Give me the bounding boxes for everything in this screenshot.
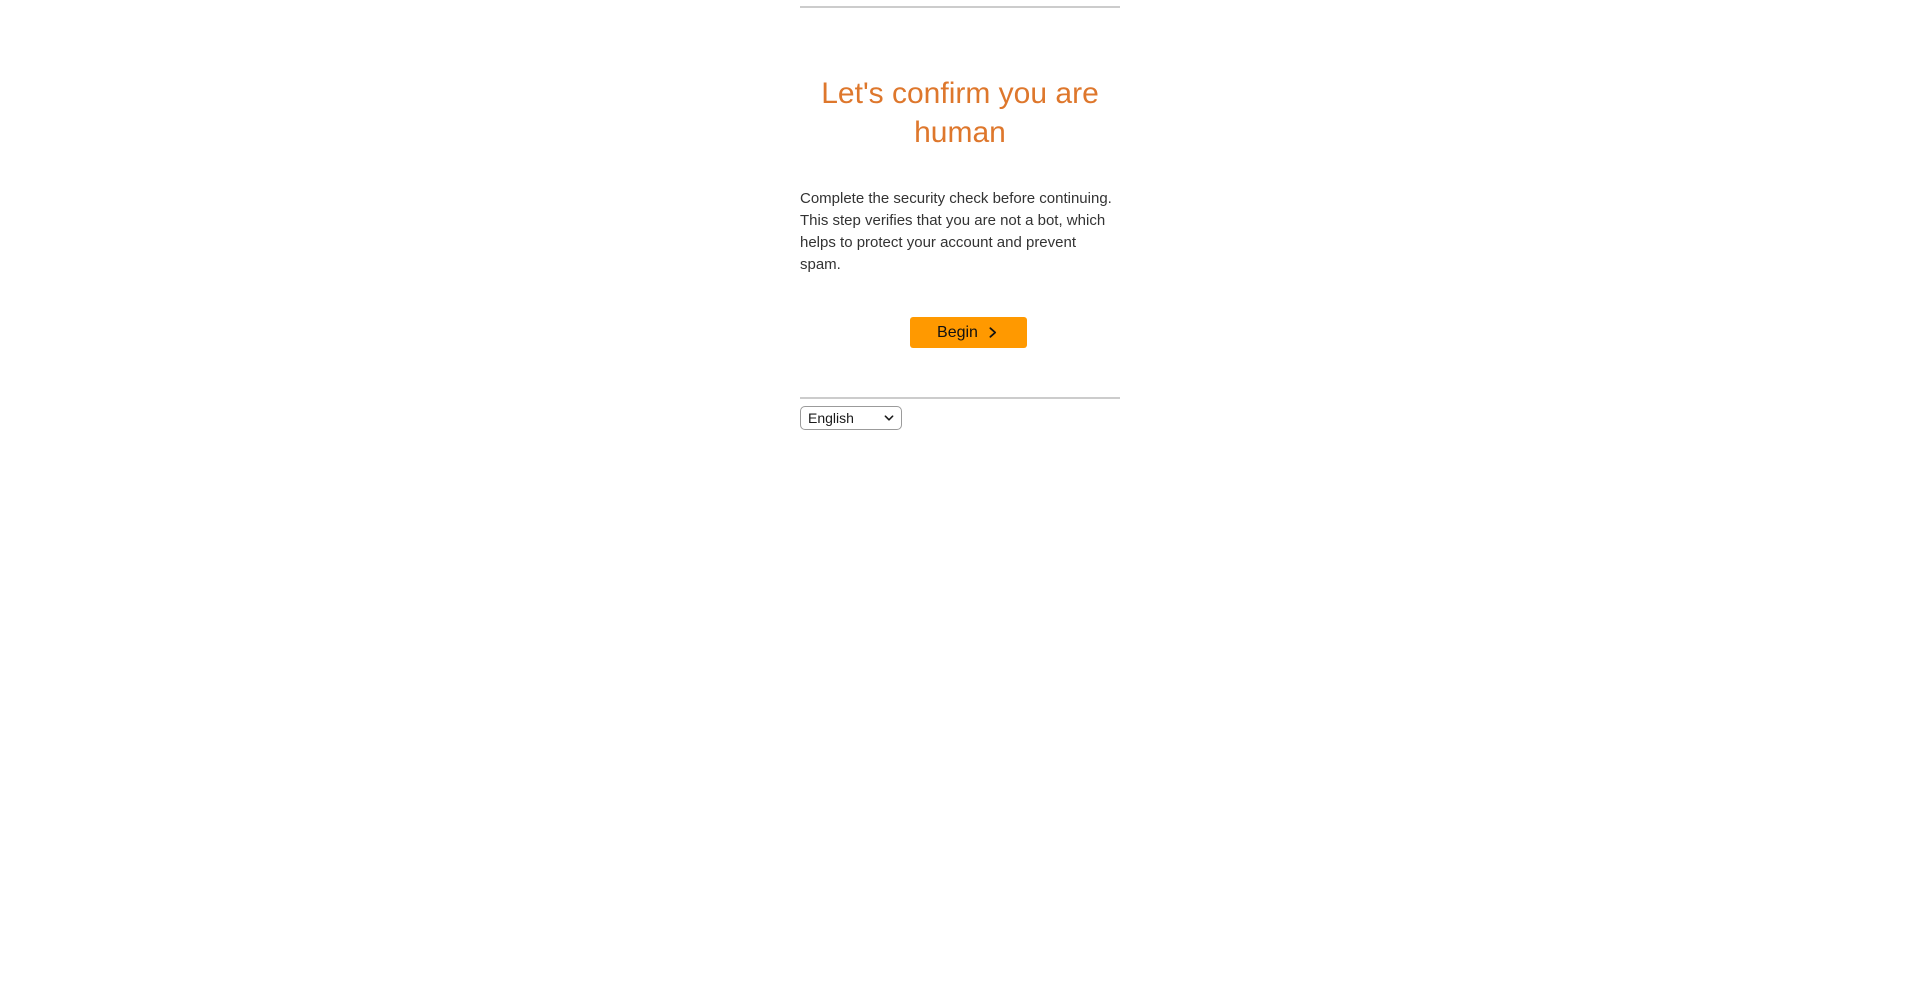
button-row	[800, 317, 1120, 348]
captcha-content-column	[800, 6, 1120, 430]
page-title: Let's confirm you are human	[821, 77, 1099, 149]
bottom-divider	[800, 397, 1120, 399]
top-divider	[800, 6, 1120, 8]
language-select[interactable]	[800, 406, 902, 430]
chevron-right-icon	[986, 326, 999, 339]
description-text: Complete the security check before continuing. This step verifies that you are not a bot, which helps to protect your account and prevent spam.	[800, 190, 1112, 273]
language-select-wrapper	[800, 406, 902, 430]
begin-button[interactable]	[910, 317, 1027, 348]
begin-button-label: Begin	[937, 323, 978, 341]
